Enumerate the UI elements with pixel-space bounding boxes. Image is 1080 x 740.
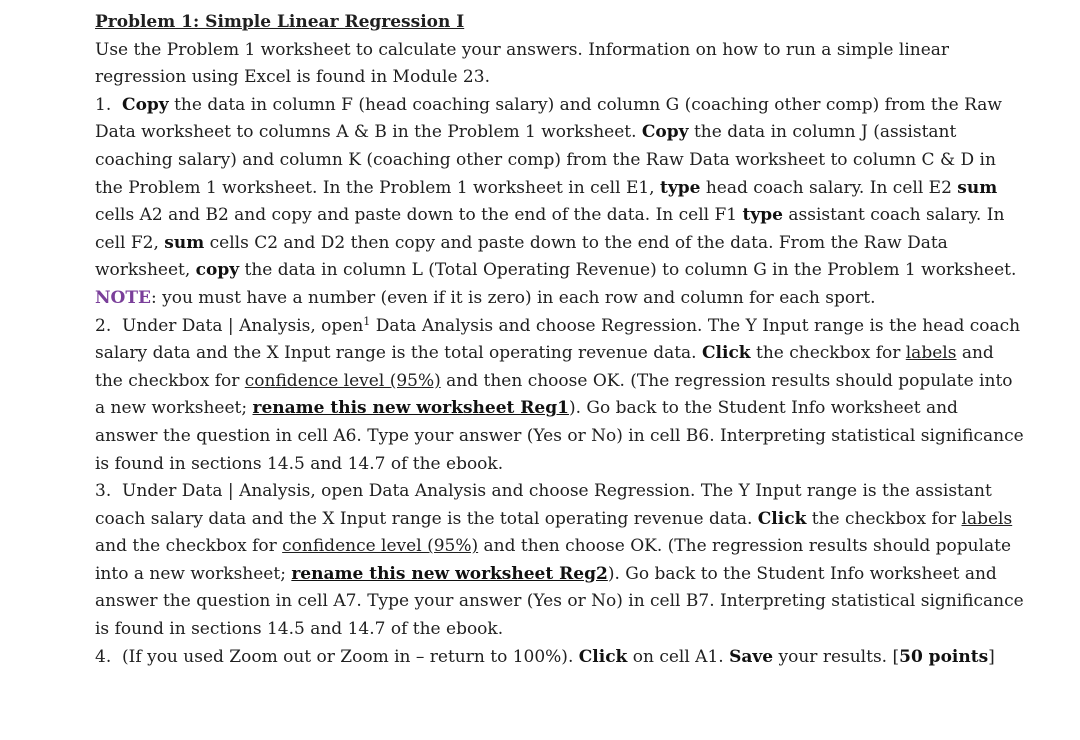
step-2-labels: labels: [905, 343, 957, 364]
step-2-confidence-level: confidence level (95%): [244, 370, 441, 391]
problem-title: [95, 9, 1025, 37]
step-1-keyword-sum-2: sum: [164, 232, 205, 253]
step-1-number: 1.: [95, 94, 112, 115]
intro-paragraph: Use the Problem 1 worksheet to calculate your answers. Information on how to run a simple linear regression using Excel is found in Module 23.: [95, 39, 950, 88]
step-1-text: cells A2 and B2 and copy and paste down to the end of the data. In cell F1: [95, 205, 743, 226]
step-1-keyword-copy-3: copy: [195, 260, 240, 281]
step-1-paragraph: [95, 92, 1025, 285]
step-1-keyword-sum: sum: [957, 177, 998, 198]
step-1-text: the data in column J (assistant coaching salary) and column K (coaching other comp) from the Raw Data worksheet to column C & D in the Problem 1 worksheet. In the Problem 1 worksheet in cell E1,: [95, 122, 996, 198]
step-2-paragraph: [95, 313, 1025, 479]
step-2-text: the checkbox for: [750, 343, 906, 364]
note-label: NOTE: [95, 287, 151, 308]
step-2-keyword-click: Click: [702, 343, 751, 364]
step-2-text: and then choose OK. (The regression results should populate into a new worksheet;: [95, 370, 1013, 419]
note-text: : you must have a number (even if it is zero) in each row and column for each sport.: [150, 287, 876, 308]
step-1-keyword-copy: Copy: [122, 94, 169, 115]
step-3-keyword-click: Click: [757, 508, 807, 529]
footnote-marker: 1: [363, 314, 371, 328]
step-4-paragraph: [95, 644, 1025, 672]
note-paragraph: [95, 285, 1025, 313]
step-2-text: ). Go back to the Student Info worksheet and answer the question in cell A6. Type your answer (Yes or No) in cell B6. Interpreting statistical significance is found in sections 14.5 and 14.7 of the ebook.: [95, 398, 1024, 474]
step-1-text: the data in column L (Total Operating Revenue) to column G in the Problem 1 worksheet.: [239, 260, 1017, 281]
step-3-rename-instruction: rename this new worksheet Reg2: [291, 563, 608, 584]
step-4-keyword-click: Click: [578, 646, 628, 667]
step-1-keyword-type: type: [659, 177, 701, 198]
step-3-text: the checkbox for: [806, 508, 962, 529]
step-3-text: and the checkbox for: [95, 536, 283, 557]
step-1-text: head coach salary. In cell E2: [700, 177, 958, 198]
step-3-text: ). Go back to the Student Info worksheet and answer the question in cell A7. Type your answer (Yes or No) in cell B7. Interpreting statistical significance is found in sections 14.5 and 14.7 of the ebook.: [95, 563, 1024, 640]
step-1-keyword-copy-2: Copy: [641, 122, 689, 143]
step-3-text: Under Data | Analysis, open Data Analysis and choose Regression. The Y Input range is the assistant coach salary data and the X Input range is the total operating revenue data.: [95, 481, 992, 529]
step-2-text: and the checkbox for: [95, 343, 994, 391]
step-4-number: 4.: [95, 646, 112, 667]
step-3-number: 3.: [95, 481, 112, 502]
step-4-text: (If you used Zoom out or Zoom in – return to 100%).: [122, 646, 579, 667]
step-4-keyword-save: Save: [729, 646, 774, 667]
step-1-text: cells C2 and D2 then copy and paste down to the end of the data. From the Raw Data worksheet,: [95, 232, 948, 281]
step-2-text: Under Data | Analysis, open: [122, 315, 364, 336]
step-3-confidence-level: confidence level (95%): [282, 536, 479, 557]
step-1-text: assistant coach salary. In cell F2,: [95, 205, 1005, 253]
step-3-text: and then choose OK. (The regression results should populate into a new worksheet;: [95, 536, 1012, 584]
step-3-paragraph: [95, 478, 1025, 644]
step-4-text: on cell A1.: [627, 646, 730, 667]
problem-title-text: Problem 1: Simple Linear Regression I: [95, 12, 465, 32]
step-2-number: 2.: [95, 315, 112, 336]
step-2-text: Data Analysis and choose Regression. The Y Input range is the head coach salary data and the X Input range is the total operating revenue data.: [95, 315, 1021, 364]
document-page: [95, 9, 1025, 671]
step-1-text: the data in column F (head coaching salary) and column G (coaching other comp) from the Raw Data worksheet to columns A & B in the Problem 1 worksheet.: [95, 94, 1002, 143]
step-2-rename-instruction: rename this new worksheet Reg1: [252, 398, 569, 419]
step-3-labels: labels: [961, 508, 1013, 529]
step-4-text: ]: [988, 646, 995, 667]
step-4-points: 50 points: [899, 646, 989, 667]
step-4-text: your results. [: [773, 646, 900, 667]
step-1-keyword-type-2: type: [742, 205, 783, 226]
